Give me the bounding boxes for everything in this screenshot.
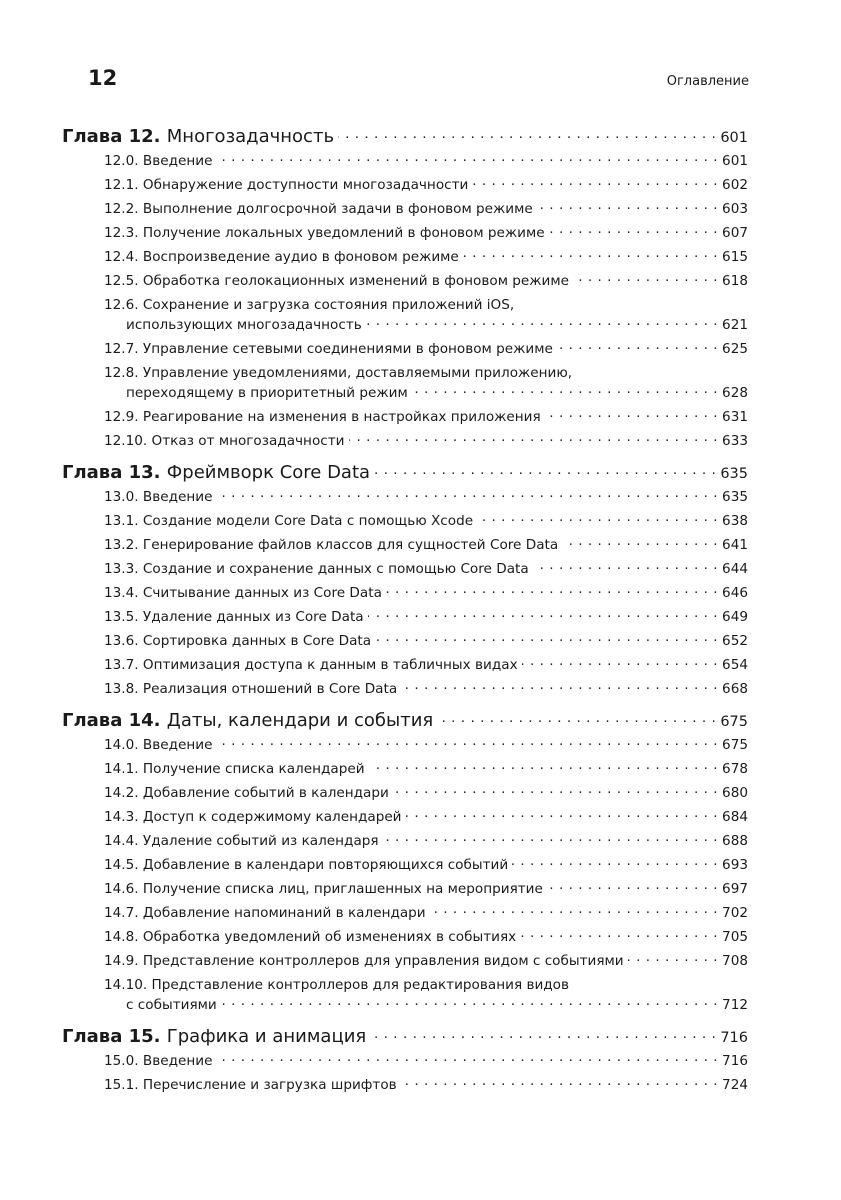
chapter-label: Глава 15. xyxy=(62,1026,161,1047)
toc-entry[interactable] xyxy=(62,223,748,243)
section-page-number: 705 xyxy=(722,929,748,945)
leader-dots xyxy=(430,903,718,917)
section-page-number: 603 xyxy=(722,201,748,217)
section-title: 13.8. Реализация отношений в Core Data xyxy=(104,681,398,697)
toc-entry[interactable] xyxy=(62,607,748,627)
leader-dots xyxy=(338,124,716,142)
chapter-heading[interactable] xyxy=(62,460,748,486)
section-page-number: 649 xyxy=(722,609,748,625)
section-title-continuation: переходящему в приоритетный режим xyxy=(126,385,408,401)
section-page-number: 688 xyxy=(722,833,748,849)
section-title: 14.5. Добавление в календари повторяющихся событий xyxy=(104,857,509,873)
leader-dots xyxy=(533,559,718,573)
section-title: 12.8. Управление уведомлениями, доставляемыми приложению, xyxy=(104,365,573,381)
section-title: 13.7. Оптимизация доступа к данным в табличных видах xyxy=(104,657,518,673)
section-page-number: 684 xyxy=(722,809,748,825)
toc-entry-continuation[interactable] xyxy=(62,383,748,403)
section-title: 14.8. Обработка уведомлений об изменениях в событиях xyxy=(104,929,517,945)
chapter-title-text xyxy=(62,460,370,486)
section-title: 12.6. Сохранение и загрузка состояния приложений iOS, xyxy=(104,297,515,313)
section-title: 14.1. Получение списка календарей xyxy=(104,761,365,777)
toc-entry[interactable] xyxy=(62,247,748,267)
leader-dots xyxy=(369,759,718,773)
leader-dots xyxy=(545,407,718,421)
section-page-number: 693 xyxy=(722,857,748,873)
toc-entry-continuation[interactable] xyxy=(62,315,748,335)
section-title: 12.9. Реагирование на изменения в настройках приложения xyxy=(104,409,541,425)
section-page-number: 652 xyxy=(722,633,748,649)
section-title: 13.1. Создание модели Core Data с помощью Xcode xyxy=(104,513,474,529)
chapter-heading[interactable] xyxy=(62,1024,748,1050)
leader-dots xyxy=(522,655,718,669)
leader-dots xyxy=(557,339,718,353)
toc-entry[interactable] xyxy=(62,1075,748,1095)
section-title-continuation: с событиями xyxy=(126,997,217,1013)
toc-entry[interactable] xyxy=(62,487,748,507)
section-title-continuation: использующих многозадачность xyxy=(126,317,362,333)
table-of-contents xyxy=(62,124,748,1104)
toc-entry[interactable] xyxy=(62,679,748,699)
toc-entry[interactable] xyxy=(62,855,748,875)
toc-entry[interactable] xyxy=(62,1051,748,1071)
toc-entry[interactable] xyxy=(62,975,748,995)
toc-entry[interactable] xyxy=(62,879,748,899)
chapter-page-number: 601 xyxy=(720,130,748,146)
leader-dots xyxy=(368,607,718,621)
leader-dots xyxy=(221,995,718,1009)
toc-entry-continuation[interactable] xyxy=(62,995,748,1015)
section-title: 14.0. Введение xyxy=(104,737,213,753)
leader-dots xyxy=(512,855,718,869)
leader-dots xyxy=(628,951,718,965)
section-page-number: 716 xyxy=(722,1053,748,1069)
section-title: 13.5. Удаление данных из Core Data xyxy=(104,609,364,625)
chapter-label: Глава 12. xyxy=(62,126,161,147)
section-page-number: 712 xyxy=(722,997,748,1013)
toc-entry[interactable] xyxy=(62,511,748,531)
leader-dots xyxy=(386,583,718,597)
leader-dots xyxy=(537,199,718,213)
section-page-number: 615 xyxy=(722,249,748,265)
toc-entry[interactable] xyxy=(62,295,748,315)
section-title: 12.7. Управление сетевыми соединениями в фоновом режиме xyxy=(104,341,553,357)
chapter-heading[interactable] xyxy=(62,708,748,734)
toc-entry[interactable] xyxy=(62,783,748,803)
section-page-number: 708 xyxy=(722,953,748,969)
leader-dots xyxy=(401,679,718,693)
chapter-page-number: 635 xyxy=(720,466,748,482)
section-title: 12.4. Воспроизведение аудио в фоновом режиме xyxy=(104,249,459,265)
leader-dots xyxy=(549,223,718,237)
chapter-title: Графика и анимация xyxy=(166,1026,367,1047)
section-page-number: 680 xyxy=(722,785,748,801)
section-page-number: 618 xyxy=(722,273,748,289)
chapter-label: Глава 13. xyxy=(62,462,161,483)
section-page-number: 641 xyxy=(722,537,748,553)
leader-dots xyxy=(472,175,718,189)
leader-dots xyxy=(375,631,718,645)
toc-entry[interactable] xyxy=(62,407,748,427)
leader-dots xyxy=(216,1051,718,1065)
leader-dots xyxy=(547,879,718,893)
section-page-number: 702 xyxy=(722,905,748,921)
section-title: 13.0. Введение xyxy=(104,489,213,505)
page-number: 12 xyxy=(88,66,118,90)
section-page-number: 621 xyxy=(722,317,748,333)
toc-entry[interactable] xyxy=(62,807,748,827)
toc-entry[interactable] xyxy=(62,631,748,651)
toc-entry[interactable] xyxy=(62,927,748,947)
section-title: 12.3. Получение локальных уведомлений в фоновом режиме xyxy=(104,225,545,241)
toc-chapter xyxy=(62,1024,748,1095)
toc-entry[interactable] xyxy=(62,903,748,923)
section-title: 12.2. Выполнение долгосрочной задачи в фоновом режиме xyxy=(104,201,533,217)
chapter-heading[interactable] xyxy=(62,124,748,150)
section-page-number: 628 xyxy=(722,385,748,401)
toc-entry[interactable] xyxy=(62,583,748,603)
section-page-number: 625 xyxy=(722,341,748,357)
toc-entry[interactable] xyxy=(62,951,748,971)
section-page-number: 602 xyxy=(722,177,748,193)
section-title: 13.2. Генерирование файлов классов для сущностей Core Data xyxy=(104,537,559,553)
chapter-title-text xyxy=(62,124,334,150)
leader-dots xyxy=(216,151,718,165)
toc-entry[interactable] xyxy=(62,759,748,779)
toc-entry[interactable] xyxy=(62,175,748,195)
toc-entry[interactable] xyxy=(62,363,748,383)
leader-dots xyxy=(477,511,718,525)
toc-chapter xyxy=(62,460,748,699)
leader-dots xyxy=(370,1024,716,1042)
section-title: 12.1. Обнаружение доступности многозадачности xyxy=(104,177,469,193)
leader-dots xyxy=(520,927,718,941)
toc-chapter xyxy=(62,124,748,451)
toc-entry[interactable] xyxy=(62,559,748,579)
running-head: Оглавление xyxy=(666,74,749,89)
section-title: 14.3. Доступ к содержимому календарей xyxy=(104,809,402,825)
leader-dots xyxy=(216,487,718,501)
section-page-number: 607 xyxy=(722,225,748,241)
leader-dots xyxy=(366,315,718,329)
leader-dots xyxy=(463,247,718,261)
section-page-number: 646 xyxy=(722,585,748,601)
toc-entry[interactable] xyxy=(62,431,748,451)
toc-entry[interactable] xyxy=(62,199,748,219)
leader-dots xyxy=(401,1075,718,1089)
leader-dots xyxy=(412,383,718,397)
chapter-page-number: 716 xyxy=(720,1030,748,1046)
chapter-page-number: 675 xyxy=(720,714,748,730)
section-title: 12.10. Отказ от многозадачности xyxy=(104,433,345,449)
chapter-title: Даты, календари и события xyxy=(166,710,434,731)
section-page-number: 668 xyxy=(722,681,748,697)
chapter-label: Глава 14. xyxy=(62,710,161,731)
section-page-number: 635 xyxy=(722,489,748,505)
section-title: 13.4. Считывание данных из Core Data xyxy=(104,585,382,601)
leader-dots xyxy=(573,271,718,285)
section-page-number: 675 xyxy=(722,737,748,753)
section-title: 13.6. Сортировка данных в Core Data xyxy=(104,633,372,649)
leader-dots xyxy=(393,783,718,797)
section-title: 14.7. Добавление напоминаний в календари xyxy=(104,905,426,921)
toc-entry[interactable] xyxy=(62,151,748,171)
section-page-number: 678 xyxy=(722,761,748,777)
section-title: 14.10. Представление контроллеров для редактирования видов xyxy=(104,977,570,993)
toc-entry[interactable] xyxy=(62,831,748,851)
section-page-number: 601 xyxy=(722,153,748,169)
leader-dots xyxy=(349,431,719,445)
section-title: 14.6. Получение списка лиц, приглашенных на мероприятие xyxy=(104,881,543,897)
section-title: 12.0. Введение xyxy=(104,153,213,169)
toc-entry[interactable] xyxy=(62,535,748,555)
chapter-title-text xyxy=(62,1024,366,1050)
section-title: 13.3. Создание и сохранение данных с помощью Core Data xyxy=(104,561,529,577)
leader-dots xyxy=(374,460,716,478)
section-title: 12.5. Обработка геолокационных изменений в фоновом режиме xyxy=(104,273,569,289)
section-page-number: 638 xyxy=(722,513,748,529)
section-page-number: 631 xyxy=(722,409,748,425)
leader-dots xyxy=(406,807,719,821)
section-title: 14.4. Удаление событий из календаря xyxy=(104,833,379,849)
section-page-number: 654 xyxy=(722,657,748,673)
toc-entry[interactable] xyxy=(62,271,748,291)
toc-chapter xyxy=(62,708,748,1015)
section-title: 14.9. Представление контроллеров для управления видом с событиями xyxy=(104,953,624,969)
toc-entry[interactable] xyxy=(62,735,748,755)
leader-dots xyxy=(437,708,716,726)
section-page-number: 633 xyxy=(722,433,748,449)
chapter-title: Фреймворк Core Data xyxy=(166,462,371,483)
leader-dots xyxy=(383,831,718,845)
section-title: 15.0. Введение xyxy=(104,1053,213,1069)
section-page-number: 697 xyxy=(722,881,748,897)
section-page-number: 644 xyxy=(722,561,748,577)
chapter-title-text xyxy=(62,708,433,734)
section-page-number: 724 xyxy=(722,1077,748,1093)
toc-entry[interactable] xyxy=(62,339,748,359)
section-title: 15.1. Перечисление и загрузка шрифтов xyxy=(104,1077,397,1093)
leader-dots xyxy=(216,735,718,749)
leader-dots xyxy=(562,535,718,549)
section-title: 14.2. Добавление событий в календари xyxy=(104,785,389,801)
toc-entry[interactable] xyxy=(62,655,748,675)
chapter-title: Многозадачность xyxy=(166,126,335,147)
